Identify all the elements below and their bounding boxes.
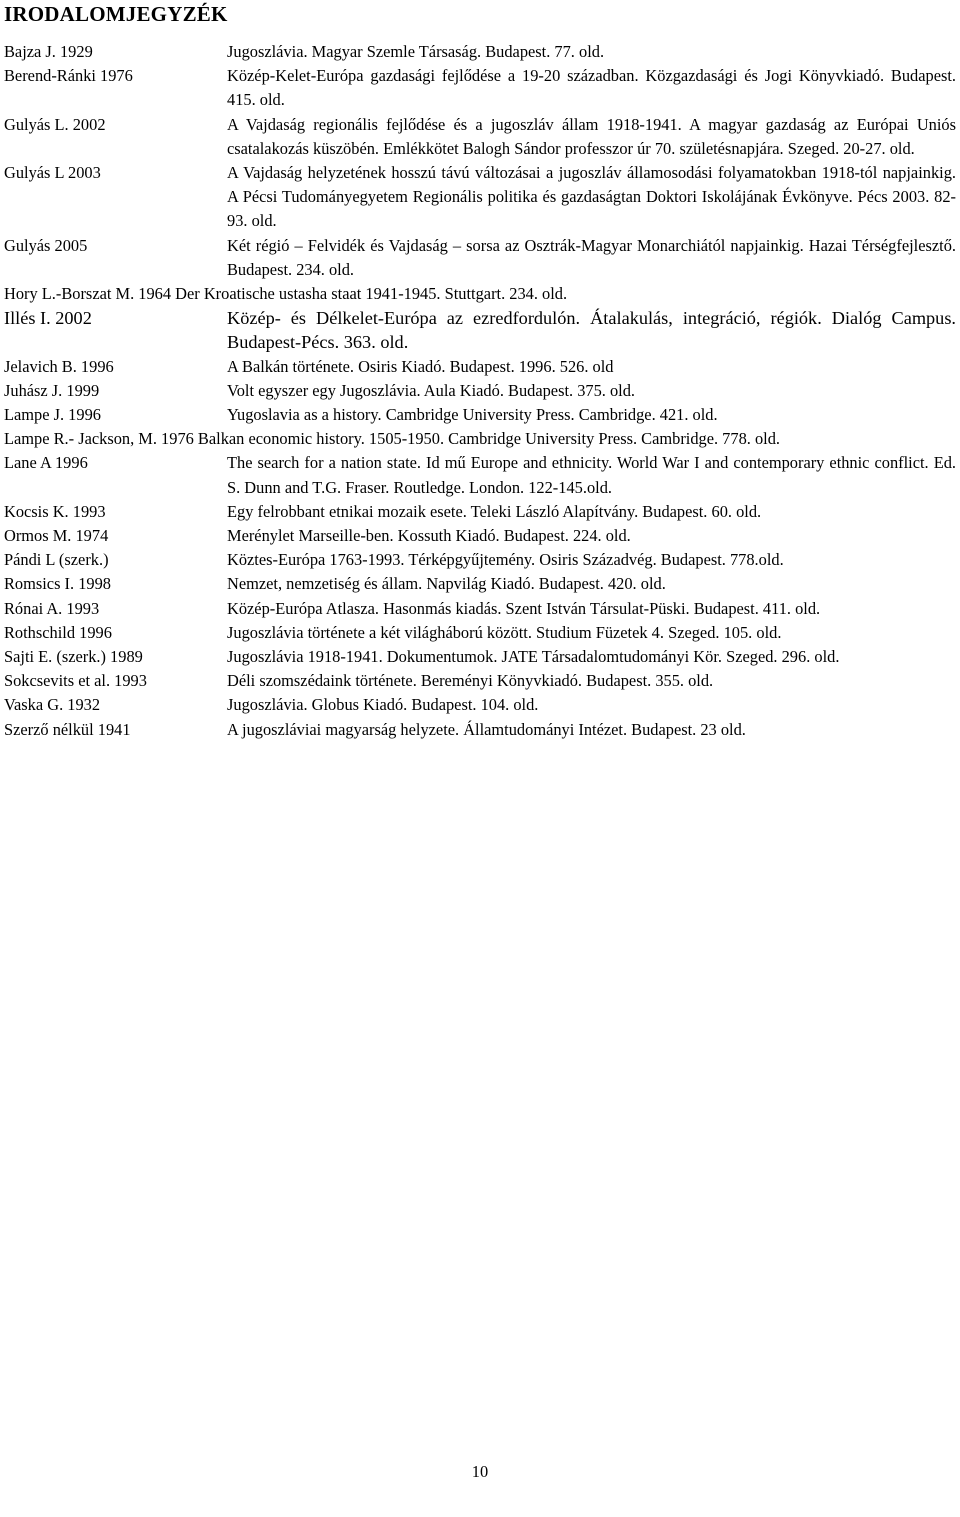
entry-author: Lane A 1996 [4,453,88,473]
bibliography-entry [4,718,956,742]
bibliography-entry [4,597,956,621]
entry-text: Nemzet, nemzetiség és állam. Napvilág Kiadó. Budapest. 420. old. [227,574,666,594]
bibliography-entry [4,669,956,693]
entry-text: Két régió – Felvidék és Vajdaság – sorsa az Osztrák-Magyar Monarchiától napjainkig. Hazai Térségfejlesztő. Budapest. 234. old. [227,235,956,279]
entry-author: Romsics I. 1998 [4,574,111,594]
entry-author: Bajza J. 1929 [4,42,93,61]
entry-text: Jugoszlávia 1918-1941. Dokumentumok. JATE Társadalomtudományi Kör. Szeged. 296. old. [227,647,840,667]
bibliography-entry [4,645,956,669]
bibliography-entry [4,306,956,354]
bibliography-entry [4,572,956,596]
entry-text: Merénylet Marseille-ben. Kossuth Kiadó. Budapest. 224. old. [227,526,631,546]
entry-text: A Vajdaság regionális fejlődése és a jugoszláv állam 1918-1941. A magyar gazdaság az Európai Uniós csatalakozás küszöbén. Emlékkötet Balogh Sándor professzor úr 70. születésnapjára. Szeged. 20-27. old. [227,114,956,158]
bibliography-entry [4,427,956,451]
entry-author: Gulyás 2005 [4,235,88,255]
entry-text: A Balkán története. Osiris Kiadó. Budapest. 1996. 526. old [227,356,614,376]
entry-author: Sokcsevits et al. 1993 [4,671,147,691]
entry-text: A jugoszláviai magyarság helyzete. Államtudományi Intézet. Budapest. 23 old. [227,719,746,739]
bibliography-entry [4,282,956,306]
entry-author: Sajti E. (szerk.) 1989 [4,647,143,667]
entry-author: Lampe J. 1996 [4,405,101,425]
entry-text: Hory L.-Borszat M. 1964 Der Kroatische ustasha staat 1941-1945. Stuttgart. 234. old. [4,284,568,304]
bibliography-list [4,40,956,742]
bibliography-entry [4,524,956,548]
bibliography-entry [4,403,956,427]
entry-text: Jugoszlávia története a két világháború között. Studium Füzetek 4. Szeged. 105. old. [227,622,782,642]
entry-author: Illés I. 2002 [4,308,92,329]
bibliography-entry [4,161,956,234]
entry-author: Ormos M. 1974 [4,526,109,546]
page-number: 10 [471,1462,489,1481]
bibliography-entry [4,451,956,499]
entry-author: Jelavich B. 1996 [4,356,114,376]
entry-author: Pándi L (szerk.) [4,550,109,570]
entry-text: Köztes-Európa 1763-1993. Térképgyűjtemény. Osiris Századvég. Budapest. 778.old. [227,550,784,570]
entry-text: A Vajdaság helyzetének hosszú távú változásai a jugoszláv államosodási folyamatokban 1918-tól napjainkig. A Pécsi Tudományegyetem Regionális politika és gazdaságtan Doktori Iskolájának Évkönyve. Pécs 2003. 82-93. old. [227,163,956,231]
bibliography-entry [4,40,956,64]
entry-text: The search for a nation state. Id mű Europe and ethnicity. World War I and contemporary ethnic conflict. Ed. S. Dunn and T.G. Fraser. Routledge. London. 122-145.old. [227,453,956,497]
entry-text: Lampe R.- Jackson, M. 1976 Balkan economic history. 1505-1950. Cambridge University Press. Cambridge. 778. old. [4,429,781,449]
bibliography-entry [4,355,956,379]
bibliography-entry [4,113,956,161]
entry-text: Yugoslavia as a history. Cambridge University Press. Cambridge. 421. old. [227,405,718,425]
bibliography-entry [4,234,956,282]
bibliography-entry [4,693,956,717]
bibliography-entry [4,548,956,572]
bibliography-entry [4,500,956,524]
entry-author: Gulyás L 2003 [4,163,101,183]
bibliography-entry [4,379,956,403]
entry-text: Déli szomszédaink története. Bereményi Könyvkiadó. Budapest. 355. old. [227,671,714,691]
entry-text: Jugoszlávia. Magyar Szemle Társaság. Budapest. 77. old. [227,42,605,61]
entry-text: Volt egyszer egy Jugoszlávia. Aula Kiadó. Budapest. 375. old. [227,380,636,400]
bibliography-entry [4,64,956,112]
entry-text: Jugoszlávia. Globus Kiadó. Budapest. 104. old. [227,695,539,715]
page-title: IRODALOMJEGYZÉK [4,2,228,26]
entry-text: Egy felrobbant etnikai mozaik esete. Teleki László Alapítvány. Budapest. 60. old. [227,501,762,521]
entry-text: Közép-Európa Atlasza. Hasonmás kiadás. Szent István Társulat-Püski. Budapest. 411. old. [227,598,821,618]
entry-author: Vaska G. 1932 [4,695,101,715]
entry-text: Közép- és Délkelet-Európa az ezredfordulón. Átalakulás, integráció, régiók. Dialóg Campus. Budapest-Pécs. 363. old. [227,308,956,353]
entry-author: Gulyás L. 2002 [4,114,106,134]
entry-author: Juhász J. 1999 [4,380,100,400]
entry-author: Berend-Ránki 1976 [4,66,133,86]
bibliography-entry [4,621,956,645]
entry-author: Rothschild 1996 [4,622,112,642]
entry-author: Szerző nélkül 1941 [4,719,131,739]
entry-author: Kocsis K. 1993 [4,501,106,521]
entry-author: Rónai A. 1993 [4,598,100,618]
entry-text: Közép-Kelet-Európa gazdasági fejlődése a 19-20 században. Közgazdasági és Jogi Könyvkiadó. Budapest. 415. old. [227,66,956,110]
